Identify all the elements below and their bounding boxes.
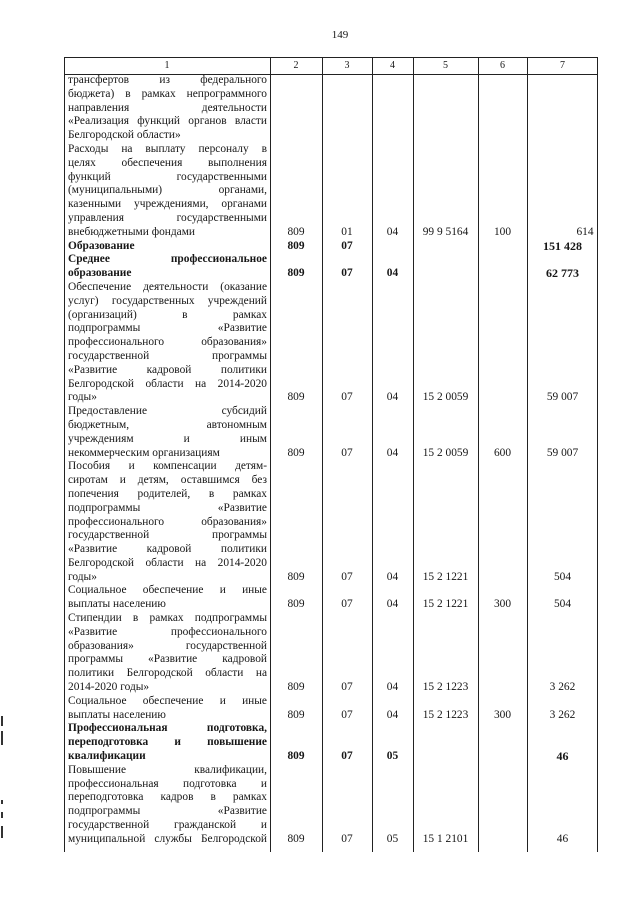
expense-type-code-cell: 600 bbox=[493, 446, 512, 459]
table-row bbox=[64, 281, 598, 405]
section-code-cell: 07 bbox=[341, 267, 353, 280]
row-description bbox=[64, 253, 270, 281]
section-code-cell: 07 bbox=[341, 446, 353, 459]
table-row bbox=[64, 74, 598, 143]
expense-type-code-cell bbox=[478, 750, 527, 764]
description-line: подпрограммы «Развитие bbox=[68, 322, 267, 335]
expense-type-code-cell: 300 bbox=[493, 598, 512, 611]
description-line: «Реализация функций органов власти bbox=[68, 115, 267, 128]
ministry-code-cell: 809 bbox=[287, 708, 305, 721]
description-line: квалификации bbox=[68, 750, 146, 763]
page-number: 149 bbox=[331, 29, 349, 41]
description-line: образования» государственной bbox=[68, 639, 267, 652]
subsection-code-cell: 04 bbox=[386, 267, 399, 280]
row-description bbox=[64, 74, 270, 143]
amount-cell: 3 262 bbox=[549, 681, 576, 694]
description-line: Белгородской области» bbox=[68, 129, 181, 142]
table-row bbox=[64, 405, 598, 460]
scan-artifact bbox=[1, 731, 3, 745]
subsection-code-cell bbox=[372, 129, 413, 143]
budget-table-body bbox=[64, 74, 598, 847]
row-description bbox=[64, 143, 270, 240]
table-row bbox=[64, 460, 598, 584]
description-line: годы» bbox=[68, 570, 97, 583]
amount-cell bbox=[527, 129, 598, 143]
subsection-code-cell: 04 bbox=[386, 225, 399, 238]
amount-cell: 504 bbox=[553, 598, 572, 611]
description-line: государственной программы bbox=[68, 349, 267, 362]
description-line: (организаций) в рамках bbox=[68, 308, 267, 321]
row-description bbox=[64, 460, 270, 584]
description-line: Обеспечение деятельности (оказание bbox=[68, 280, 267, 293]
target-item-code-cell: 99 9 5164 bbox=[422, 225, 469, 238]
description-line: Белгородской области на 2014-2020 bbox=[68, 377, 267, 390]
ministry-code-cell: 809 bbox=[287, 267, 305, 280]
section-code-cell: 01 bbox=[341, 225, 353, 238]
row-description bbox=[64, 612, 270, 695]
target-item-code-cell: 15 1 2101 bbox=[422, 832, 469, 845]
description-line: «Развитие кадровой политики bbox=[68, 363, 267, 376]
row-description bbox=[64, 764, 270, 847]
expense-type-code-cell bbox=[478, 571, 527, 585]
row-description bbox=[64, 281, 270, 405]
ministry-code-cell bbox=[270, 129, 322, 143]
description-line: переподготовка кадров в рамках bbox=[68, 791, 267, 804]
column-header-description: 1 bbox=[164, 60, 170, 71]
column-header-expense-type-code: 6 bbox=[500, 60, 505, 71]
row-description bbox=[64, 240, 270, 254]
expense-type-code-cell: 100 bbox=[493, 225, 512, 238]
subsection-code-cell: 04 bbox=[386, 598, 399, 611]
ministry-code-cell: 809 bbox=[287, 750, 305, 763]
description-line: выплаты населению bbox=[68, 598, 166, 611]
section-code-cell: 07 bbox=[341, 570, 353, 583]
description-line: Белгородской области на 2014-2020 bbox=[68, 556, 267, 569]
description-line: подпрограммы «Развитие bbox=[68, 501, 267, 514]
table-row bbox=[64, 695, 598, 723]
expense-type-code-cell bbox=[478, 129, 527, 143]
scan-artifact bbox=[1, 826, 3, 838]
ministry-code-cell: 809 bbox=[287, 681, 305, 694]
description-line: сиротам и детям, оставшимся без bbox=[68, 474, 267, 487]
description-line: учреждениям и иным bbox=[68, 432, 267, 445]
scan-artifact bbox=[1, 812, 3, 818]
expense-type-code-cell bbox=[478, 681, 527, 695]
description-line: переподготовка и повышение bbox=[68, 736, 267, 749]
table-header bbox=[64, 58, 598, 74]
section-code-cell bbox=[322, 129, 372, 143]
ministry-code-cell: 809 bbox=[287, 391, 305, 404]
amount-cell: 614 bbox=[576, 225, 594, 238]
expense-type-code-cell bbox=[478, 391, 527, 405]
subsection-code-cell: 04 bbox=[386, 708, 399, 721]
row-description bbox=[64, 584, 270, 612]
ministry-code-cell: 809 bbox=[287, 598, 305, 611]
column-header-section-code: 3 bbox=[344, 60, 350, 71]
table-row bbox=[64, 143, 598, 240]
amount-cell: 151 428 bbox=[543, 238, 582, 253]
column-header-target-item-code: 5 bbox=[443, 60, 448, 71]
subsection-code-cell: 05 bbox=[386, 832, 399, 845]
amount-cell: 59 007 bbox=[546, 391, 579, 404]
target-item-code-cell bbox=[413, 267, 478, 281]
table-row bbox=[64, 240, 598, 254]
section-code-cell: 07 bbox=[341, 391, 353, 404]
target-item-code-cell bbox=[413, 750, 478, 764]
ministry-code-cell: 809 bbox=[287, 225, 305, 238]
description-line: государственной программы bbox=[68, 529, 267, 542]
amount-cell: 46 bbox=[556, 749, 569, 764]
ministry-code-cell: 809 bbox=[287, 446, 305, 459]
section-code-cell: 07 bbox=[341, 832, 353, 845]
subsection-code-cell: 04 bbox=[386, 391, 399, 404]
description-line: Образование bbox=[68, 239, 135, 252]
target-item-code-cell: 15 2 1223 bbox=[422, 681, 469, 694]
scan-artifact bbox=[1, 800, 3, 804]
description-line: государственной гражданской и bbox=[68, 819, 267, 832]
description-line: услуг) государственных учреждений bbox=[68, 294, 267, 307]
description-line: Расходы на выплату персоналу в bbox=[68, 142, 267, 155]
description-line: казенными учреждениями, органами bbox=[68, 198, 267, 211]
target-item-code-cell: 15 2 1223 bbox=[422, 708, 469, 721]
description-line: подпрограммы «Развитие bbox=[68, 805, 267, 818]
target-item-code-cell: 15 2 0059 bbox=[422, 446, 469, 459]
description-line: Предоставление субсидий bbox=[68, 405, 267, 418]
subsection-code-cell bbox=[372, 240, 413, 254]
row-description bbox=[64, 722, 270, 763]
description-line: направления деятельности bbox=[68, 101, 267, 114]
section-code-cell: 07 bbox=[341, 708, 353, 721]
target-item-code-cell bbox=[413, 129, 478, 143]
description-line: Повышение квалификации, bbox=[68, 763, 267, 776]
description-line: политики Белгородской области на bbox=[68, 667, 267, 680]
scan-artifact bbox=[1, 716, 3, 726]
table-row bbox=[64, 584, 598, 612]
ministry-code-cell: 809 bbox=[287, 570, 305, 583]
description-line: Пособия и компенсации детям- bbox=[68, 460, 267, 473]
target-item-code-cell bbox=[413, 240, 478, 254]
description-line: профессиональная подготовка и bbox=[68, 777, 267, 790]
description-line: целях обеспечения выполнения bbox=[68, 156, 267, 169]
description-line: «Развитие профессионального bbox=[68, 625, 267, 638]
subsection-code-cell: 04 bbox=[386, 446, 399, 459]
description-line: Стипендии в рамках подпрограммы bbox=[68, 612, 267, 625]
description-line: муниципальной службы Белгородской bbox=[68, 832, 267, 845]
amount-cell: 46 bbox=[556, 832, 569, 845]
description-line: внебюджетными фондами bbox=[68, 225, 196, 238]
description-line: Социальное обеспечение и иные bbox=[68, 584, 267, 597]
table-row bbox=[64, 253, 598, 281]
description-line: Социальное обеспечение и иные bbox=[68, 694, 267, 707]
column-header-amount: 7 bbox=[560, 60, 565, 71]
description-line: бюджетным, автономным bbox=[68, 418, 267, 431]
column-header-ministry-code: 2 bbox=[293, 60, 299, 71]
subsection-code-cell: 04 bbox=[386, 570, 399, 583]
section-code-cell: 07 bbox=[341, 681, 353, 694]
column-header-subsection-code: 4 bbox=[390, 60, 395, 71]
description-line: профессионального образования» bbox=[68, 336, 267, 349]
amount-cell: 504 bbox=[553, 570, 572, 583]
expense-type-code-cell: 300 bbox=[493, 708, 512, 721]
section-code-cell: 07 bbox=[341, 239, 353, 252]
description-line: программы «Развитие кадровой bbox=[68, 653, 267, 666]
section-code-cell: 07 bbox=[341, 750, 353, 763]
section-code-cell: 07 bbox=[341, 598, 353, 611]
expense-type-code-cell bbox=[478, 833, 527, 847]
description-line: попечения родителей, в рамках bbox=[68, 487, 267, 500]
description-line: Профессиональная подготовка, bbox=[68, 722, 267, 735]
table-row bbox=[64, 764, 598, 847]
description-line: «Развитие кадровой политики bbox=[68, 543, 267, 556]
amount-cell: 62 773 bbox=[546, 266, 579, 281]
description-line: Среднее профессиональное bbox=[68, 253, 267, 266]
description-line: профессионального образования» bbox=[68, 515, 267, 528]
description-line: трансфертов из федерального bbox=[68, 74, 267, 86]
description-line: годы» bbox=[68, 391, 97, 404]
row-description bbox=[64, 695, 270, 723]
expense-type-code-cell bbox=[478, 267, 527, 281]
description-line: образование bbox=[68, 267, 132, 280]
subsection-code-cell: 05 bbox=[386, 750, 399, 763]
target-item-code-cell: 15 2 1221 bbox=[422, 570, 469, 583]
target-item-code-cell: 15 2 1221 bbox=[422, 598, 469, 611]
ministry-code-cell: 809 bbox=[287, 239, 305, 252]
description-line: выплаты населению bbox=[68, 708, 166, 721]
amount-cell: 59 007 bbox=[546, 446, 579, 459]
subsection-code-cell: 04 bbox=[386, 681, 399, 694]
table-row bbox=[64, 722, 598, 763]
ministry-code-cell: 809 bbox=[287, 832, 305, 845]
row-description bbox=[64, 405, 270, 460]
description-line: (муниципальными) органами, bbox=[68, 184, 267, 197]
description-line: функций государственными bbox=[68, 170, 267, 183]
amount-cell: 3 262 bbox=[549, 708, 576, 721]
description-line: бюджета) в рамках непрограммного bbox=[68, 87, 267, 100]
expense-type-code-cell bbox=[478, 240, 527, 254]
description-line: управления государственными bbox=[68, 211, 267, 224]
table-row bbox=[64, 612, 598, 695]
description-line: некоммерческим организациям bbox=[68, 446, 220, 459]
description-line: 2014-2020 годы» bbox=[68, 681, 150, 694]
target-item-code-cell: 15 2 0059 bbox=[422, 391, 469, 404]
